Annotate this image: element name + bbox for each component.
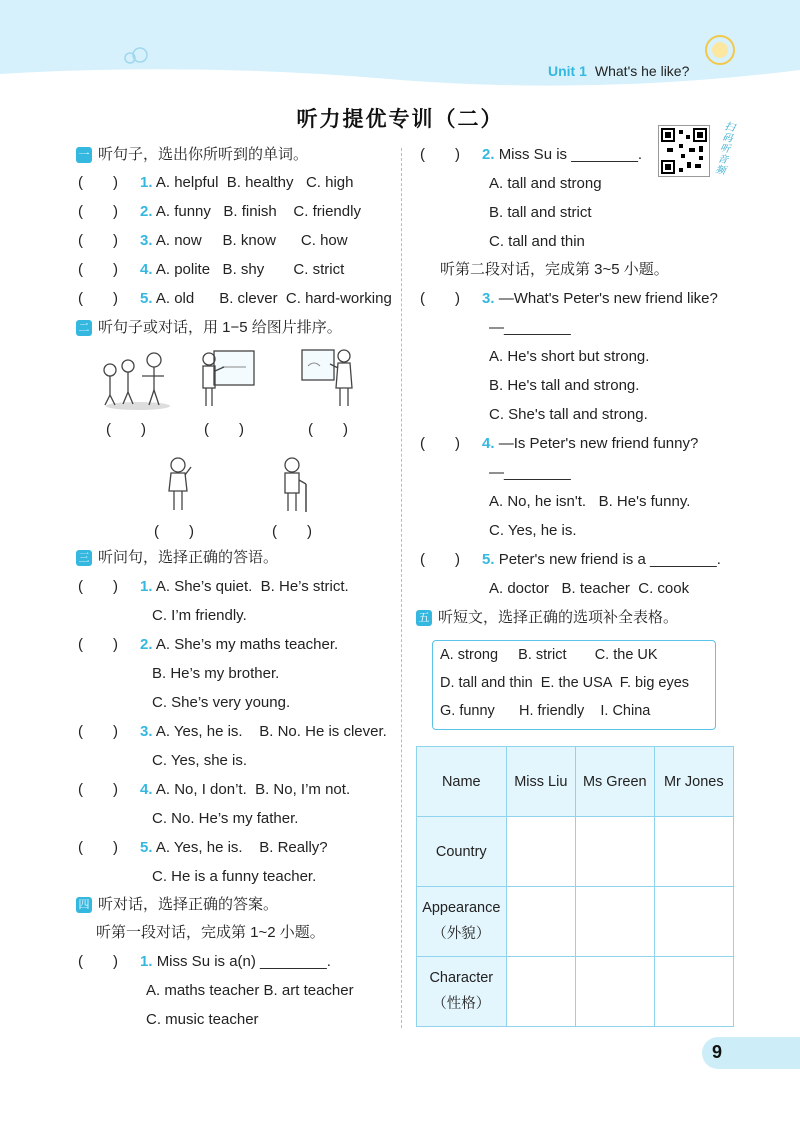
scan-hint: 扫码听音频 [714, 121, 736, 178]
option-line: C. Yes, she is. [152, 752, 248, 769]
question-number: 4. [482, 435, 495, 452]
question-stem: Peter's new friend is a ________. [498, 551, 721, 568]
s3-question [78, 838, 328, 858]
section-4-badge: 四 [76, 897, 92, 913]
option-line: B. He's tall and strong. [489, 377, 640, 394]
qr-code[interactable] [658, 125, 710, 177]
question-number: 1. [140, 174, 153, 191]
question-options: A. now B. know C. how [155, 232, 348, 249]
answer-blank[interactable]: ( ) [78, 723, 118, 740]
section-5-badge: 五 [416, 610, 432, 626]
column-divider [401, 148, 402, 1028]
row-label: Appearance [422, 900, 501, 916]
option-line: A. She’s quiet. B. He’s strict. [155, 578, 349, 595]
table-cell[interactable] [654, 817, 733, 887]
answer-blank[interactable]: ( ) [420, 551, 460, 568]
question-stem: Miss Su is a(n) ________. [156, 953, 331, 970]
question-number: 5. [482, 551, 495, 568]
section-2-heading [76, 318, 342, 338]
s3-question [78, 780, 350, 800]
answer-blank[interactable]: ( ) [78, 578, 118, 595]
option-line: A. maths teacher B. art teacher [146, 982, 354, 999]
question-number: 4. [140, 781, 153, 798]
table-cell[interactable] [576, 817, 655, 887]
picture-1-children [98, 350, 172, 410]
answer-blank[interactable]: ( ) [420, 290, 460, 307]
section-1-instruction: 听句子，选出你所听到的单词。 [98, 146, 309, 163]
option-line: C. He is a funny teacher. [152, 868, 317, 885]
picture-2-teacher-board [200, 349, 256, 409]
question-number: 5. [140, 839, 153, 856]
table-cell[interactable] [506, 957, 575, 1027]
section-5-instruction: 听短文，选择正确的选项补全表格。 [438, 609, 679, 626]
unit-title: What's he like? [594, 63, 690, 79]
s1-question [78, 289, 392, 309]
section-4-heading [76, 895, 278, 915]
option-line: A. No, I don’t. B. No, I’m not. [155, 781, 351, 798]
question-options: A. polite B. shy C. strict [155, 261, 345, 278]
section-5-heading [416, 608, 678, 628]
answer-blank[interactable]: ( ) [78, 781, 118, 798]
picture-3-blank[interactable]: ( ) [308, 421, 348, 438]
table-row [417, 887, 734, 957]
dialogue-2-intro: 听第二段对话，完成第 3~5 小题。 [440, 261, 669, 278]
row-label: Character [429, 970, 494, 986]
answer-blank[interactable]: ( ) [78, 953, 118, 970]
answer-blank[interactable]: ( ) [420, 146, 460, 163]
picture-4-girl [164, 455, 194, 513]
s4-question-3 [420, 289, 718, 309]
table-cell[interactable] [506, 887, 575, 957]
answer-blank[interactable]: ( ) [78, 232, 118, 249]
table-row [417, 817, 734, 887]
section-3-badge: 三 [76, 550, 92, 566]
table-row [417, 957, 734, 1027]
question-options: A. helpful B. healthy C. high [155, 174, 354, 191]
option-line: B. He’s my brother. [152, 665, 280, 682]
unit-header [548, 63, 689, 79]
option-line: C. Yes, he is. [489, 522, 577, 539]
answer-blank[interactable]: ( ) [78, 203, 118, 220]
option-line: A. He's short but strong. [489, 348, 650, 365]
question-stem: —Is Peter's new friend funny? [498, 435, 699, 452]
table-cell[interactable] [654, 957, 733, 1027]
unit-number: Unit 1 [548, 63, 587, 79]
info-table [416, 746, 734, 1027]
section-2-badge: 二 [76, 320, 92, 336]
s4-question-4 [420, 434, 698, 454]
question-options: A. funny B. finish C. friendly [155, 203, 361, 220]
option-line: C. No. He’s my father. [152, 810, 299, 827]
picture-5-blank[interactable]: ( ) [272, 523, 312, 540]
option-line: A. No, he isn't. B. He's funny. [489, 493, 691, 510]
section-3-instruction: 听问句，选择正确的答语。 [98, 549, 279, 566]
section-4-instruction: 听对话，选择正确的答案。 [98, 896, 279, 913]
options-row: G. funny H. friendly I. China [440, 703, 651, 719]
option-line: A. doctor B. teacher C. cook [489, 580, 690, 597]
section-2-instruction: 听句子或对话，用 1−5 给图片排序。 [98, 319, 342, 336]
question-number: 5. [140, 290, 153, 307]
answer-blank[interactable]: ( ) [78, 290, 118, 307]
options-row: A. strong B. strict C. the UK [440, 647, 658, 663]
s1-question [78, 260, 344, 280]
option-line: A. tall and strong [489, 175, 602, 192]
table-cell[interactable] [576, 887, 655, 957]
question-stem: Miss Su is ________. [498, 146, 643, 163]
row-label-cell [417, 817, 507, 887]
row-label-cell [417, 887, 507, 957]
answer-line: —________ [489, 319, 571, 336]
page-title: 听力提优专训（二） [296, 108, 504, 131]
table-cell[interactable] [576, 957, 655, 1027]
table-cell[interactable] [654, 887, 733, 957]
option-line: A. Yes, he is. B. No. He is clever. [155, 723, 387, 740]
dialogue-1-intro: 听第一段对话，完成第 1~2 小题。 [96, 924, 325, 941]
table-header-row [417, 747, 734, 817]
question-number: 4. [140, 261, 153, 278]
option-line: C. She’s very young. [152, 694, 291, 711]
option-line: C. I’m friendly. [152, 607, 247, 624]
question-number: 2. [140, 203, 153, 220]
picture-3-woman-teacher [300, 346, 356, 410]
question-number: 2. [140, 636, 153, 653]
s3-question [78, 635, 338, 655]
question-number: 3. [482, 290, 495, 307]
row-sublabel: （外貌） [432, 926, 491, 942]
question-number: 3. [140, 232, 153, 249]
question-stem: —What's Peter's new friend like? [498, 290, 718, 307]
s4-question-1 [78, 952, 331, 972]
picture-5-old-man [278, 456, 314, 514]
page-number: 9 [712, 1042, 723, 1062]
question-options: A. old B. clever C. hard-working [155, 290, 392, 307]
answer-blank[interactable]: ( ) [78, 174, 118, 191]
table-header-cell: Mr Jones [654, 747, 733, 817]
option-line: C. She's tall and strong. [489, 406, 648, 423]
s4-question-5 [420, 550, 721, 570]
option-line: C. tall and thin [489, 233, 585, 250]
question-number: 1. [140, 953, 153, 970]
row-sublabel: （性格） [432, 996, 491, 1012]
answer-blank[interactable]: ( ) [78, 261, 118, 278]
s3-question [78, 722, 387, 742]
answer-blank[interactable]: ( ) [420, 435, 460, 452]
question-number: 2. [482, 146, 495, 163]
option-line: B. tall and strict [489, 204, 592, 221]
answer-line: —________ [489, 464, 571, 481]
answer-blank[interactable]: ( ) [78, 839, 118, 856]
option-line: A. She’s my maths teacher. [155, 636, 339, 653]
picture-1-blank[interactable]: ( ) [106, 421, 146, 438]
answer-blank[interactable]: ( ) [78, 636, 118, 653]
question-number: 3. [140, 723, 153, 740]
s3-question [78, 577, 349, 597]
section-1-badge: 一 [76, 147, 92, 163]
table-header-cell: Ms Green [576, 747, 655, 817]
s1-question [78, 231, 348, 251]
section-1-heading [76, 145, 308, 165]
section-3-heading [76, 548, 278, 568]
row-label: Country [435, 843, 487, 860]
s1-question [78, 173, 353, 193]
table-cell[interactable] [506, 817, 575, 887]
row-label-cell [417, 957, 507, 1027]
s4-question-2 [420, 145, 642, 165]
picture-2-blank[interactable]: ( ) [204, 421, 244, 438]
question-number: 1. [140, 578, 153, 595]
table-header-cell: Name [417, 747, 507, 817]
options-row: D. tall and thin E. the USA F. big eyes [440, 675, 690, 691]
s1-question [78, 202, 361, 222]
picture-4-blank[interactable]: ( ) [154, 523, 194, 540]
option-line: A. Yes, he is. B. Really? [155, 839, 328, 856]
table-header-cell: Miss Liu [506, 747, 575, 817]
option-line: C. music teacher [146, 1011, 259, 1028]
